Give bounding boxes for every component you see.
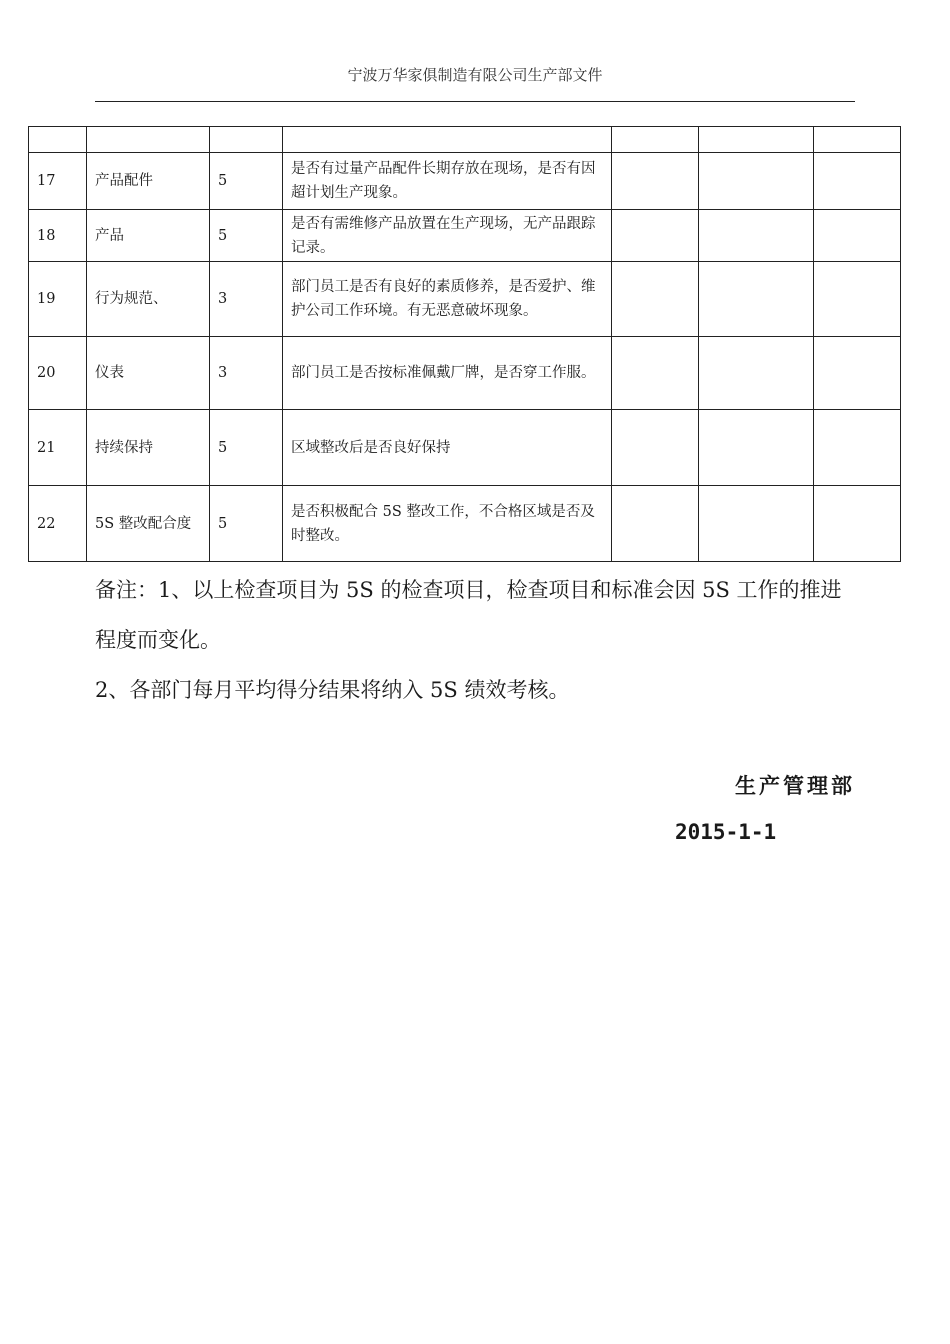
item-name-cell: 产品配件 xyxy=(87,153,210,210)
extra-cell xyxy=(612,153,699,210)
extra-cell xyxy=(699,262,814,337)
score-cell: 5 xyxy=(210,210,283,262)
extra-cell xyxy=(612,127,699,153)
standard-cell: 是否有过量产品配件长期存放在现场，是否有因超计划生产现象。 xyxy=(283,153,612,210)
extra-cell xyxy=(814,210,901,262)
standard-cell: 部门员工是否按标准佩戴厂牌，是否穿工作服。 xyxy=(283,337,612,410)
item-name-cell: 5S 整改配合度 xyxy=(87,486,210,562)
table-row xyxy=(29,210,901,262)
extra-cell xyxy=(612,210,699,262)
standard-cell xyxy=(283,127,612,153)
issue-date: 2015-1-1 xyxy=(675,820,777,844)
row-number-cell: 19 xyxy=(29,262,87,337)
extra-cell xyxy=(612,262,699,337)
score-cell: 5 xyxy=(210,410,283,486)
inspection-table xyxy=(28,126,901,562)
standard-cell: 区域整改后是否良好保持 xyxy=(283,410,612,486)
extra-cell xyxy=(814,486,901,562)
item-name-cell xyxy=(87,127,210,153)
issuing-department: 生产管理部 xyxy=(735,774,855,798)
score-cell: 3 xyxy=(210,337,283,410)
table-row xyxy=(29,410,901,486)
extra-cell xyxy=(699,337,814,410)
extra-cell xyxy=(814,410,901,486)
extra-cell xyxy=(814,127,901,153)
row-number-cell xyxy=(29,127,87,153)
remarks-block xyxy=(95,565,857,715)
document-header-title: 宁波万华家俱制造有限公司生产部文件 xyxy=(347,66,603,84)
row-number-cell: 20 xyxy=(29,337,87,410)
item-name-cell: 持续保持 xyxy=(87,410,210,486)
header-divider xyxy=(95,101,855,102)
row-number-cell: 21 xyxy=(29,410,87,486)
table-row xyxy=(29,262,901,337)
score-cell xyxy=(210,127,283,153)
score-cell: 5 xyxy=(210,486,283,562)
remark-line-2: 2、各部门每月平均得分结果将纳入 5S 绩效考核。 xyxy=(95,678,570,702)
item-name-cell: 行为规范、 xyxy=(87,262,210,337)
item-name-cell: 仪表 xyxy=(87,337,210,410)
extra-cell xyxy=(699,486,814,562)
extra-cell xyxy=(699,210,814,262)
extra-cell xyxy=(612,337,699,410)
standard-cell: 是否有需维修产品放置在生产现场，无产品跟踪记录。 xyxy=(283,210,612,262)
standard-cell: 是否积极配合 5S 整改工作，不合格区域是否及时整改。 xyxy=(283,486,612,562)
item-name-cell: 产品 xyxy=(87,210,210,262)
table-row xyxy=(29,127,901,153)
extra-cell xyxy=(814,153,901,210)
extra-cell xyxy=(699,127,814,153)
table-row xyxy=(29,153,901,210)
table-row xyxy=(29,486,901,562)
extra-cell xyxy=(612,410,699,486)
extra-cell xyxy=(699,410,814,486)
row-number-cell: 18 xyxy=(29,210,87,262)
score-cell: 3 xyxy=(210,262,283,337)
extra-cell xyxy=(814,337,901,410)
remark-line-1: 备注：1、以上检查项目为 5S 的检查项目，检查项目和标准会因 5S 工作的推进程度而变化。 xyxy=(95,578,842,652)
row-number-cell: 22 xyxy=(29,486,87,562)
score-cell: 5 xyxy=(210,153,283,210)
extra-cell xyxy=(699,153,814,210)
extra-cell xyxy=(612,486,699,562)
row-number-cell: 17 xyxy=(29,153,87,210)
standard-cell: 部门员工是否有良好的素质修养，是否爱护、维护公司工作环境。有无恶意破坏现象。 xyxy=(283,262,612,337)
extra-cell xyxy=(814,262,901,337)
table-row xyxy=(29,337,901,410)
